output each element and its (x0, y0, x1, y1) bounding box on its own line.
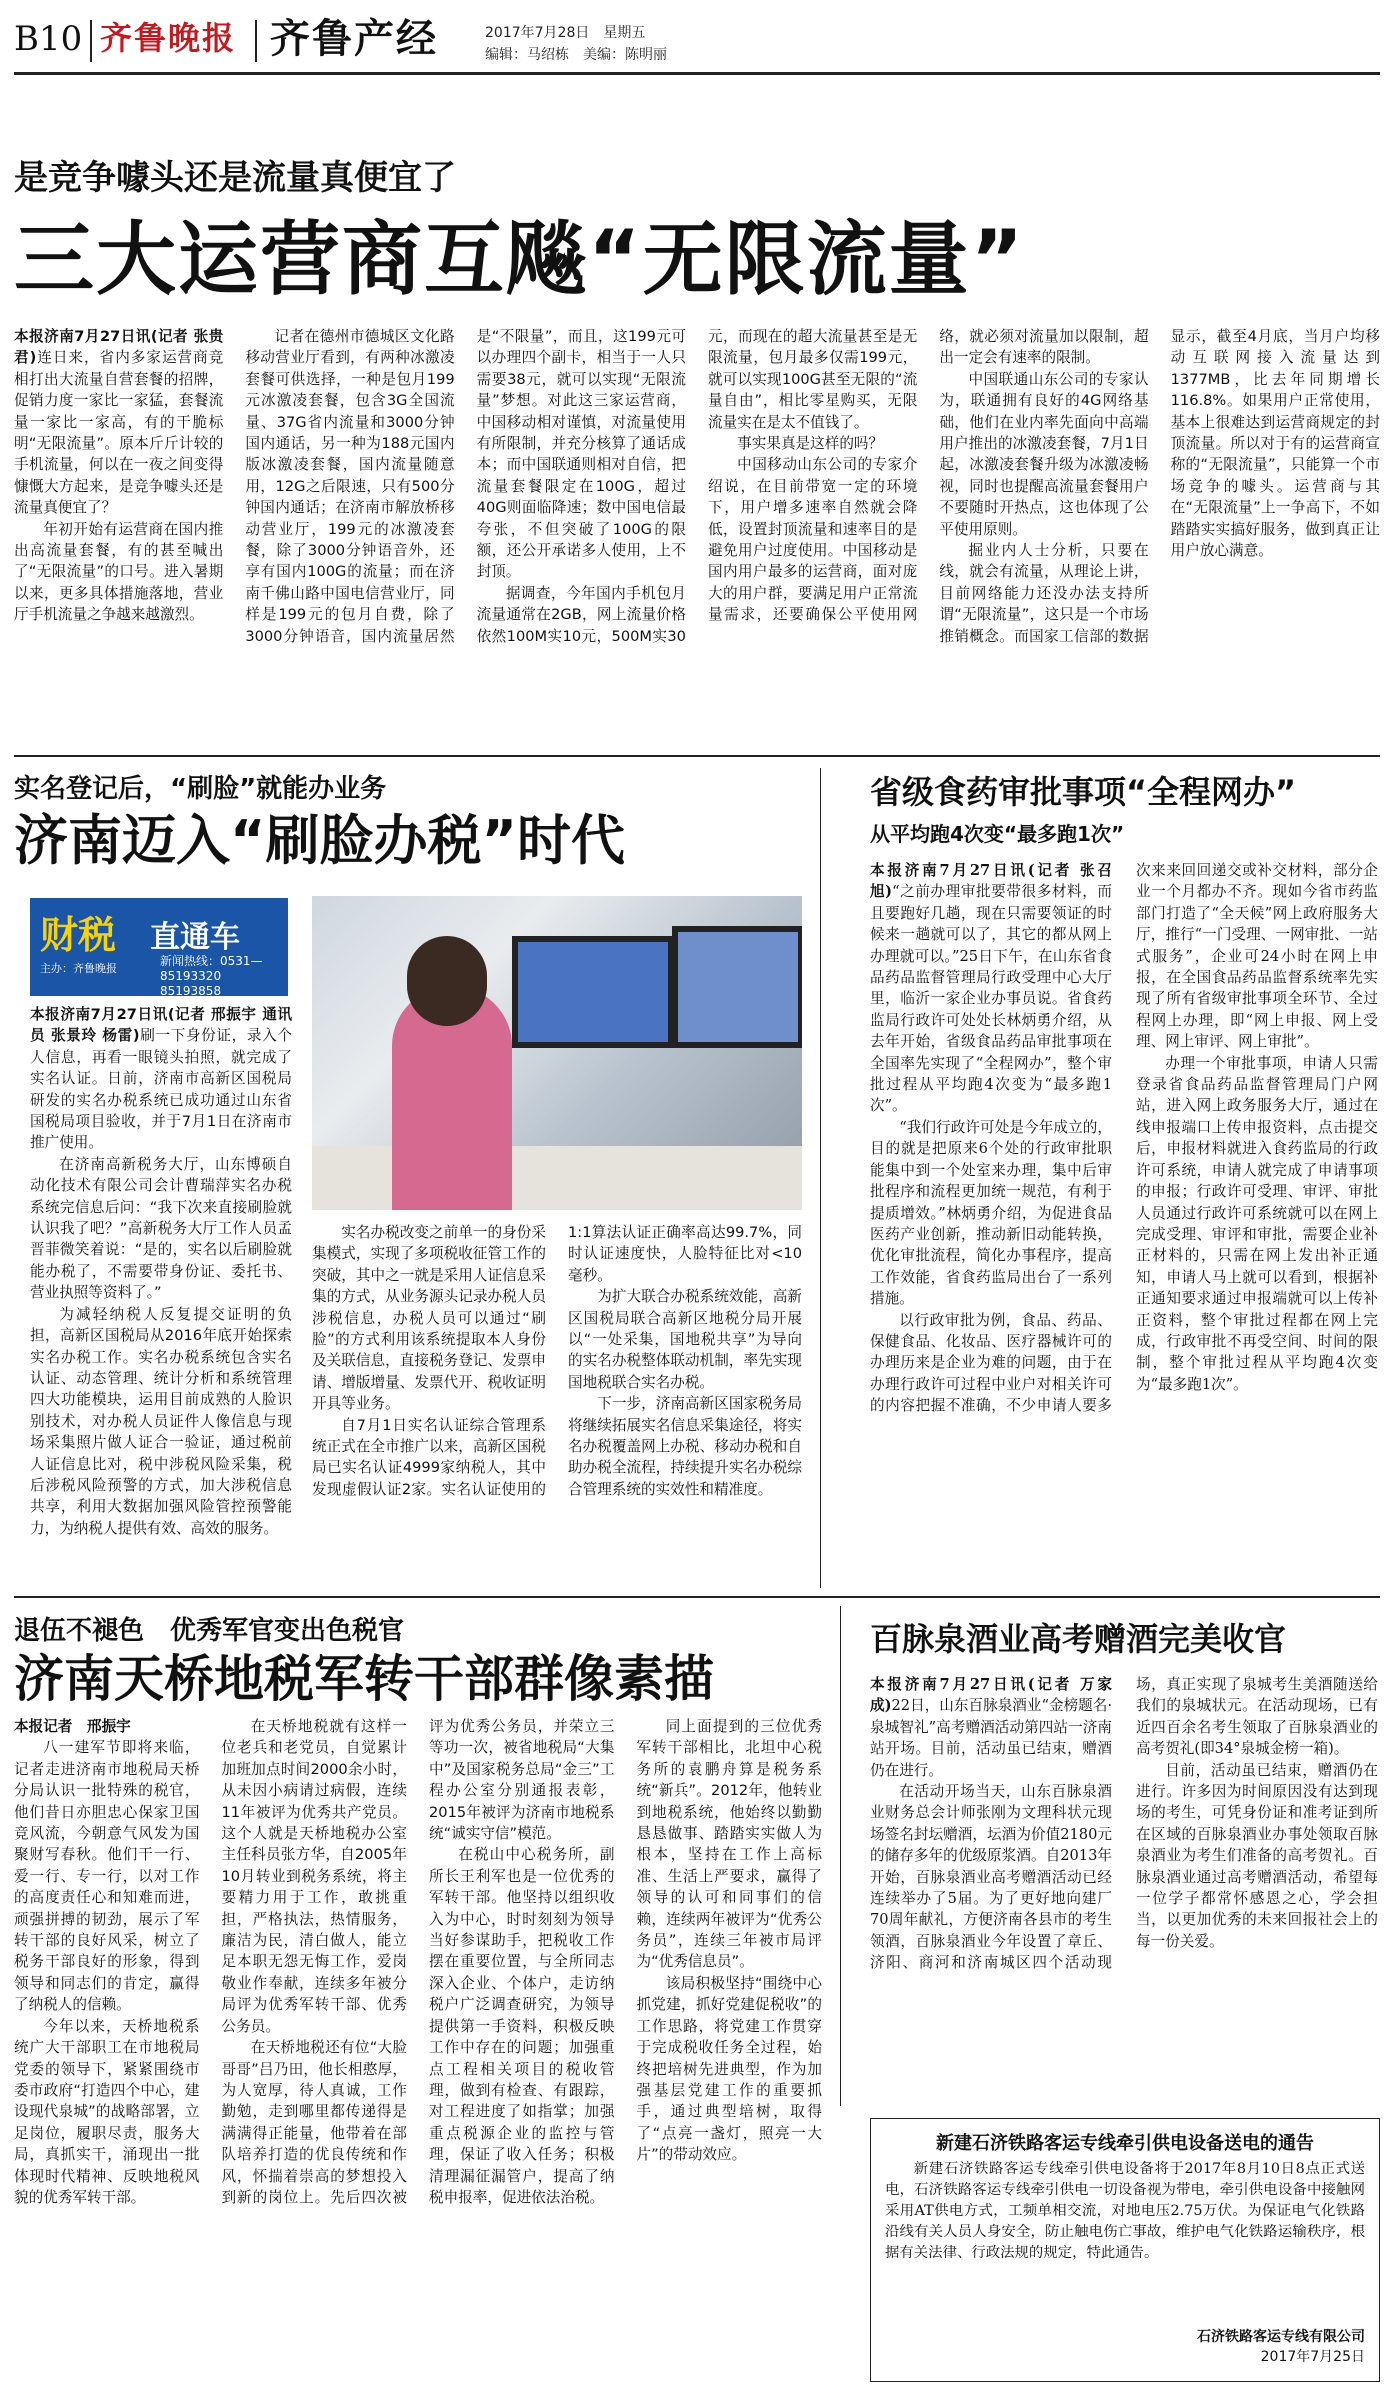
article4-headline: 济南天桥地税军转干部群像素描 (14, 1650, 714, 1708)
header-divider (90, 20, 92, 62)
article5-body (870, 1674, 1378, 2104)
article3-para: 以行政审批为例，食品、药品、保健食品、化妆品、医疗器械许可的办理历来是企业为难的问题，由于在办理行政许可过程中业户对相关许可的内容把握不准确，不少申请人要多次来来回回递交或补交材料，部分企业一个月都办不齐。现如今省市药监部门打造了“全天候”网上政府服务大厅，推行“一门受理、一网审批、一站式服务”，企业可24小时在网上申报，在全国食品药品监督系统率先实现了所有省级审批事项全环节、全过程网上办理，即“网上申报、网上受理、网上审评、网上审批”。 (870, 862, 1378, 1415)
column-divider (840, 1606, 841, 2106)
page-number: B10 (14, 19, 83, 59)
notice-signature (1197, 2327, 1365, 2367)
article3-headline: 省级食药审批事项“全程网办” (870, 773, 1297, 811)
newspaper-logo: 齐鲁晚报 (100, 19, 237, 57)
article3-subhead: 从平均跑4次变“最多跑1次” (870, 822, 1125, 846)
article1-para: 事实果真是这样的吗？ (737, 435, 884, 453)
column-logo (30, 898, 288, 996)
article5-para: 目前，活动虽已结束，赠酒仍在进行。许多因为时间原因没有达到现场的考生，可凭身份证和准考证到所在区域的百脉泉酒业办事处领取百脉泉酒业为考生们准备的高考贺礼。百脉泉酒业通过高考赠酒活动，希望每一位学子都常怀感恩之心，学会担当，以更加优秀的未来回报社会上的每一份关爱。 (1136, 1761, 1378, 1950)
section-rule (14, 1596, 1380, 1598)
article4-para: 八一建军节即将来临，记者走进济南市地税局天桥分局认识一批特殊的税官，他们昔日亦胆忠心保家卫国竞风流，今朝意气风发为国聚财写春秋。他们干一行、爱一行、专一行，以对工作的高度责任心和知难而进，顽强拼搏的韧劲，展示了军转干部的良好风采，树立了税务干部良好的形象，得到领导和同志们的肯定，赢得了纳税人的信赖。 (14, 1739, 200, 2014)
tax-office-photo (312, 896, 802, 1210)
article4-para: 在天桥地税还有位“大脸哥哥”吕乃田，他长相憨厚，为人宽厚，待人真诚，工作勤勉，走到哪里都传递得是满满得正能量，他带着在部队培养打造的优良传统和作风，怀揣着崇高的梦想投入到新的岗位上。先后四次被评为优秀公务员，并荣立三等功一次，被省地税局“大集中”及国家税务总局“金三”工程办公室分别通报表彰，2015年被评为济南市地税系统“诚实守信”模范。 (221, 1718, 615, 2206)
logo-main-text: 财税 (40, 912, 117, 957)
monitor-shape (512, 936, 674, 1048)
article1-byline: 本报济南7月27日讯(记者 张贵君) (14, 328, 224, 367)
header-rule (14, 72, 1380, 75)
article2-para: 为扩大联合办税系统效能，高新区国税局联合高新区地税分局开展以“一处采集，国地税共享”为导向的实名办税整体联动机制，率先实现国地税联合实名办税。 (568, 1288, 802, 1391)
editor-credits: 编辑：马绍栋 美编：陈明丽 (485, 47, 667, 63)
article2-headline: 济南迈入“刷脸办税”时代 (14, 809, 625, 872)
article2-kicker: 实名登记后，“刷脸”就能办业务 (14, 774, 387, 804)
article2-body-col2 (312, 1222, 802, 1584)
notice-body: 新建石济铁路客运专线牵引供电设备将于2017年8月10日8点正式送电，石济铁路客运专线牵引供电一切设备视为带电，牵引供电设备中接触网采用AT供电方式，工频单相交流，对地电压2.75万伏。为保证电气化铁路沿线有关人员人身安全，防止触电伤亡事故，维护电气化铁路运输秩序，根据有关法律、行政法规的规定，特此通告。 (885, 2161, 1365, 2261)
logo-sub-text: 直通车 (150, 920, 240, 955)
section-rule (14, 755, 1380, 757)
article1-para: 据调查，今年国内手机包月流量通常在2GB，网上流量价格依然100M实10元，500M实30元，而现在的超大流量甚至是无限流量，包月最多仅需199元，就可以实现100G甚至无限的“流量自由”，相比零星购买，无限流量实在是太不值钱了。 (476, 328, 918, 645)
article4-para: 该局积极坚持“围绕中心抓党建，抓好党建促税收”的工作思路，将党建工作贯穿于完成税收任务全过程，始终把培树先进典型，作为加强基层党建工作的重要抓手，通过典型培树，取得了“点亮一盏灯，照亮一大片”的带动效应。 (636, 1974, 822, 2164)
article4-para: 在税山中心税务所，副所长王利军也是一位优秀的军转干部。他坚持以组织收入为中心，时时刻刻为领导当好参谋助手，把税收工作摆在重要位置，与全所同志深入企业、个体户，走访纳税户广泛调查研究，为领导提供第一手资料，积极反映工作中存在的问题；加强重点工程相关项目的税收管理，做到有检查、有跟踪，对工程进度了如指掌；加强重点税源企业的监控与管理，保证了收入任务；积极清理漏征漏管户，提高了纳税申报率，促进依法治税。 (429, 1846, 615, 2206)
article2-para: 在济南高新税务大厅，山东博硕自动化技术有限公司会计曹瑞萍实名办税系统完信息后问：“我下次来直接刷脸就认识我了吧？”高新税务大厅工作人员孟晋菲微笑着说：“是的，实名以后刷脸就能办税了，不需要带身份证、委托书、营业执照等资料了。” (30, 1155, 292, 1302)
article1-para: 年初开始有运营商在国内推出高流量套餐，有的甚至喊出了“无限流量”的口号。进入暑期以来，更多具体措施落地，营业厅手机流量之争越来越激烈。 (14, 520, 224, 624)
article2-body-col1 (30, 1004, 292, 1584)
article3-para: 本报济南7月27日讯(记者 张召旭)“之前办理审批要带很多材料，而且要跑好几趟，现在只需要领证的时候来一趟就可以了，其它的都从网上办理就可以。”25日下午，在山东省食品药品监督管理局行政受理中心大厅里，临沂一家企业办事员说。省食药监局行政许可处处长林炳勇介绍，从去年开始，省级食品药品审批事项在全国率先实现了“全程网办”，整个审批过程从平均跑4次变为“最多跑1次”。 (870, 862, 1113, 1115)
article2-para: 为减轻纳税人反复提交证明的负担，高新区国税局从2016年底开始探索实名办税工作。实名办税系统包含实名认证、动态管理、统计分析和系统管理四大功能模块，运用目前成熟的人脸识别技术，对办税人员证件人像信息与现场采集照片做人证合一验证，通过税前人证信息比对，税中涉税风险采集，税后涉税风险预警的方式，加大涉税信息共享，利用大数据加强风险管控预警能力，为纳税人提供有效、高效的服务。 (30, 1305, 292, 1537)
article3-byline: 本报济南7月27日讯(记者 张召旭) (870, 862, 1112, 901)
article5-byline: 本报济南7月27日讯(记者 万家成) (870, 1676, 1112, 1715)
article2-para: 实名办税改变之前单一的身份采集模式，实现了多项税收征管工作的突破，其中之一就是采用人证信息采集的方式，从业务源头记录办税人员涉税信息，办税人员可以通过“刷脸”的方式利用该系统提取本人身份及关联信息，直接税务登记、发票申请、增版增量、发票代开、税收证明开具等业务。 (312, 1224, 546, 1413)
logo-host: 主办：齐鲁晚报 (40, 962, 117, 975)
article5-para: 在活动开场当天，山东百脉泉酒业财务总会计师张刚为文理科状元现场签名封坛赠酒，坛酒为价值2180元的储存多年的优级原浆酒。自2013年开始，百脉泉酒业高考赠酒活动已经连续举办了5届。为了更好地向建厂70周年献礼，方便济南各县市的考生领酒，百脉泉酒业今年设置了章丘、济阳、商河和济南城区四个活动现场，真正实现了泉城考生美酒随送给我们的泉城状元。在活动现场，已有近四百余名考生领取了百脉泉酒业的高考贺礼(即34°泉城金榜一箱)。 (870, 1676, 1378, 1972)
issue-date: 2017年7月28日 星期五 (485, 25, 646, 41)
article2-para: 下一步，济南高新区国家税务局将继续拓展实名信息采集途径，将实名办税覆盖网上办税、移动办税和自助办税全流程，持续提升实名办税综合管理系统的实效性和精准度。 (568, 1395, 802, 1498)
article4-body (14, 1716, 822, 2386)
article1-para: 掘业内人士分析，只要在线，就会有流量，从理论上讲，目前网络能力还没办法支持所谓“无限流量”，这只是一个市场推销概念。而国家工信部的数据显示，截至4月底，当月户均移动互联网接入流量达到1377MB，比去年同期增长116.8%。如果用户正常使用，基本上很难达到运营商规定的封顶流量。所以对于有的运营商宣称的“无限流量”，只能算一个市场竞争的噱头。运营商与其在“无限流量”上一争高下，不如踏踏实实搞好服务，做到真正让用户放心满意。 (939, 328, 1380, 645)
article1-kicker: 是竞争噱头还是流量真便宜了 (14, 158, 456, 198)
article4-byline: 本报记者 邢振宇 (14, 1718, 131, 1735)
column-divider (820, 768, 821, 1588)
notice-title: 新建石济铁路客运专线牵引供电设备送电的通告 (936, 2133, 1314, 2154)
notice-signer: 石济铁路客运专线有限公司 (1197, 2329, 1365, 2345)
article1-para: 本报济南7月27日讯(记者 张贵君)连日来，省内多家运营商竞相打出大流量自营套餐的招牌，促销力度一家比一家猛，套餐流量一家比一家高，有的干脆标明“无限流量”。原本斤斤计较的手机流量，何以在一夜之间变得慷慨大方起来，是竞争噱头还是流量真便宜了？ (14, 328, 224, 517)
monitor-shape (672, 926, 802, 1048)
article2-para: 自7月1日实名认证综合管理系统正式在全市推广以来，高新区国税局已实名认证4999家纳税人，其中发现虚假认证2家。实名认证使用的1:1算法认证正确率高达99.7%，同时认证速度快，人脸特征比对<10毫秒。 (312, 1224, 802, 1498)
article5-para: 本报济南7月27日讯(记者 万家成)22日，山东百脉泉酒业“金榜题名·泉城智礼”高考赠酒活动第四站一济南站开场。目前，活动虽已结束，赠酒仍在进行。 (870, 1676, 1113, 1779)
section-title: 齐鲁产经 (270, 16, 438, 62)
article5-headline: 百脉泉酒业高考赠酒完美收官 (870, 1620, 1287, 1658)
article1-para: 中国移动山东公司的专家介绍说，在目前带宽一定的环境下，用户增多速率自然就会降低，设置封顶流量和速率目的是避免用户过度使用。中国移动是国内用户最多的运营商，面对庞大的用户群，要满足用户正常流量需求，还要确保公平使用网络，就必须对流量加以限制，超出一定会有速率的限制。 (707, 328, 1149, 624)
article3-body (870, 860, 1378, 1582)
header-divider (255, 20, 257, 62)
railway-notice (870, 2118, 1380, 2382)
article4-para: 同上面提到的三位优秀军转干部相比，北坦中心税务所的袁鹏舟算是税务系统“新兵”。2012年，他转业到地税系统，他始终以勤勤恳恳做事、踏踏实实做人为根本，坚持在工作上高标准、生活上严要求，赢得了领导的认可和同事们的信赖，连续两年被评为“优秀公务员”，连续三年被市局评为“优秀信息员”。 (636, 1718, 822, 1971)
article4-kicker: 退伍不褪色 优秀军官变出色税官 (14, 1616, 405, 1646)
article1-para: 中国联通山东公司的专家认为，联通拥有良好的4G网络基础，他们在业内率先面向中高端用户推出的冰激凌套餐，7月1日起，冰激凌套餐升级为冰激凌畅视，同时也提醒高流量套餐用户不要随时开热点，这也体现了公平使用原则。 (939, 370, 1149, 538)
article1-body (14, 326, 1380, 746)
article1-para: 记者在德州市德城区文化路移动营业厅看到，有两种冰激凌套餐可供选择，一种是包月199元冰激凌套餐，包含3G全国流量、37G省内流量和3000分钟国内通话，另一种为188元国内版冰激凌套餐，国内流量随意用，12G之后限速，只有500分钟国内通话；在济南市解放桥移动营业厅，199元的冰激凌套餐，除了3000分钟语音外，还享有国内100G的流量；而在济南千佛山路中国电信营业厅，同样是199元的包月自费，除了3000分钟语音，国内流量居然是“不限量”，而且，这199元可以办理四个副卡，相当于一人只需要38元，就可以实现“无限流量”梦想。对此这三家运营商，中国移动相对谨慎，对流量使用有所限制，并充分核算了通话成本；而中国联通则相对自信，把流量套餐限定在100G，超过40G则面临降速；数中国电信最夸张，不但突破了100G的限额，还公开承诺多人使用，上不封顶。 (245, 328, 686, 645)
person-head-shape (407, 936, 487, 1026)
article1-headline: 三大运营商互飚“无限流量” (14, 213, 1026, 306)
logo-hotline: 新闻热线：0531—85193320 85193858 (160, 954, 263, 998)
desk-shape (312, 1146, 802, 1210)
article4-para: 今年以来，天桥地税系统广大干部职工在市地税局党委的领导下，紧紧围绕市委市政府“打造四个中心，建设现代泉城”的战略部署，立足岗位，履职尽责，服务大局，真抓实干，涌现出一批体现时代精神、反映地税风貌的优秀军转干部。 (14, 2017, 200, 2206)
article3-para: “我们行政许可处是今年成立的，目的就是把原来6个处的行政审批职能集中到一个处室来办理，集中后审批程序和流程更加统一规范，有利于提质增效。”林炳勇介绍，为促进食品医药产业创新，推动新旧动能转换，优化审批流程，简化办事程序，提高工作效能，省食药监局出台了一系列措施。 (870, 1118, 1112, 1308)
notice-date: 2017年7月25日 (1260, 2349, 1365, 2365)
article2-byline: 本报济南7月27日讯(记者 邢振宇 通讯员 张景玲 杨雷) (30, 1006, 292, 1045)
article3-para: 办理一个审批事项，申请人只需登录省食品药品监督管理局门户网站，进入网上政务服务大厅，通过在线申报端口上传申报资料，点击提交后，申报材料就进入食药监局的行政许可系统，申请人就完成了申请事项的申报；行政许可受理、审评、审批人员通过行政许可系统就可以在网上完成受理、审评和审批，需要企业补正材料的，只需在网上发出补正通知，申请人马上就可以看到，根据补正通知要求通过申报端就可以上传补正资料，整个审批过程都在网上完成，行政审批不再受空间、时间的限制，整个审批过程从平均跑4次变为“最多跑1次”。 (1136, 1054, 1378, 1393)
article4-para: 在天桥地税就有这样一位老兵和老党员，自觉累计加班加点时间2000余小时，从未因小病请过病假，连续11年被评为优秀共产党员。这个人就是天桥地税办公室主任科员张方华，自2005年10月转业到税务系统，将主要精力用于工作，敢挑重担，严格执法，热情服务，廉洁为民，清白做人，能立足本职无怨无悔工作，爱岗敬业作奉献，连续多年被分局评为优秀军转干部、优秀公务员。 (221, 1718, 407, 2035)
article2-para: 本报济南7月27日讯(记者 邢振宇 通讯员 张景玲 杨雷)刷一下身份证，录入个人信息，再看一眼镜头拍照，就完成了实名认证。日前，济南市高新区国税局研发的实名办税系统已成功通过山东省国税局项目验收，并于7月1日在济南市推广使用。 (30, 1006, 292, 1152)
